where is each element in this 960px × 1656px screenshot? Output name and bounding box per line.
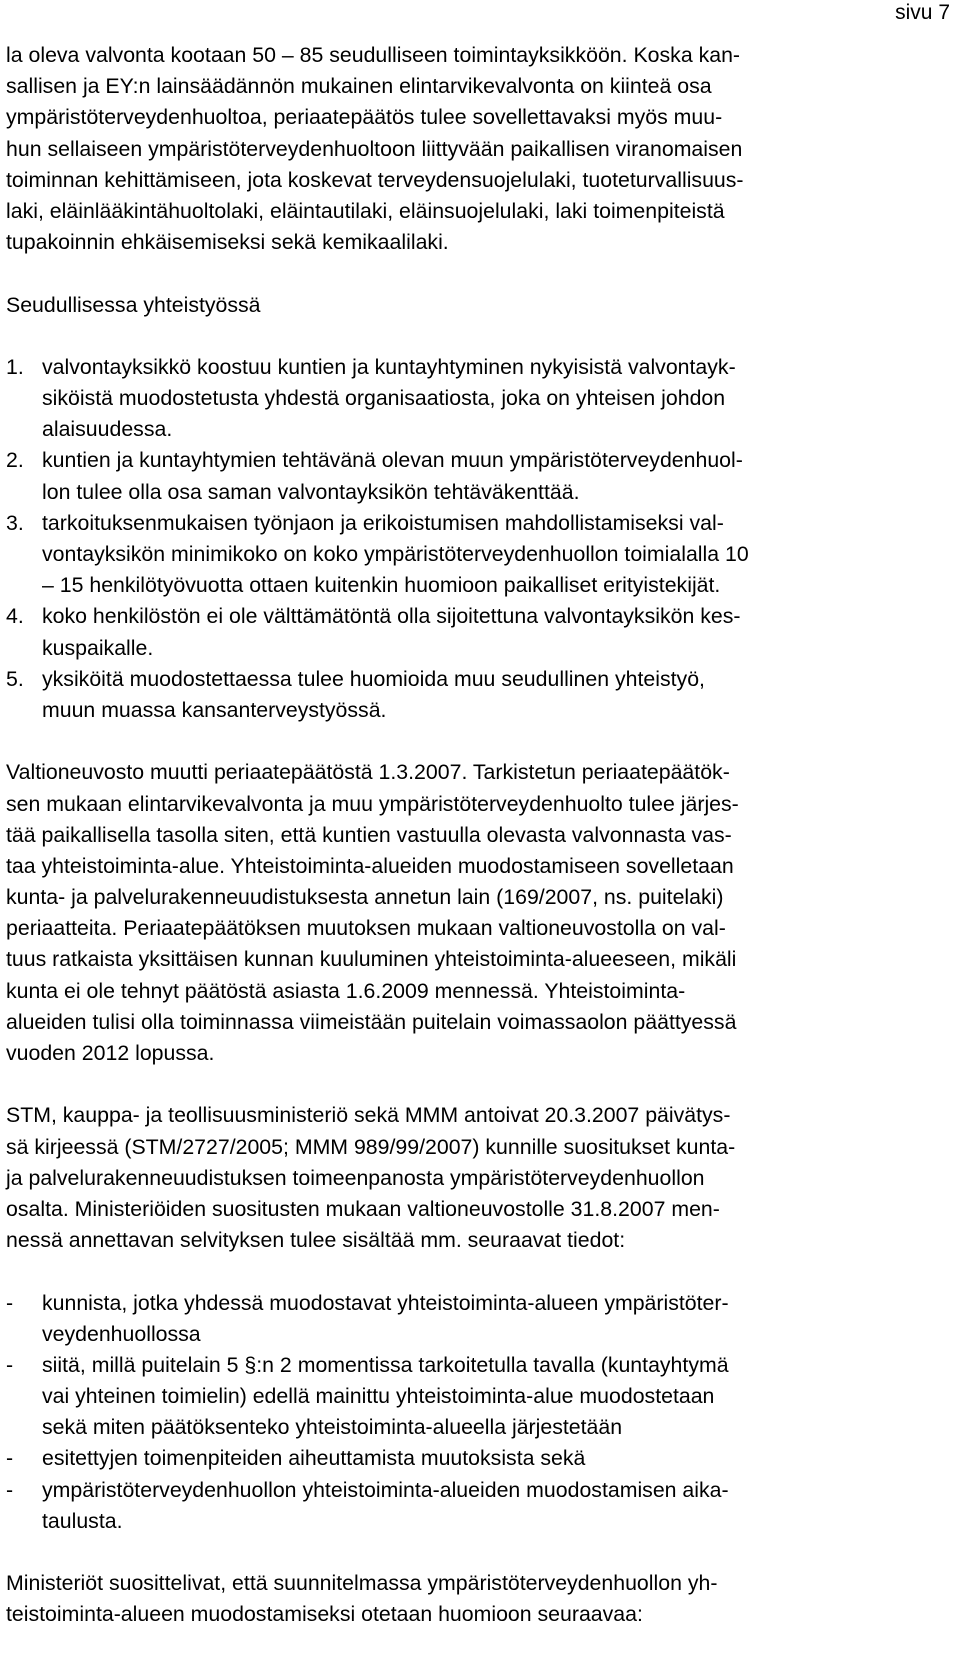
dash-item-text: sekä miten päätöksenteko yhteistoiminta-alueella järjestetään	[42, 1415, 623, 1440]
section-heading: Seudullisessa yhteistyössä	[6, 292, 261, 317]
list-item-text: kuntien ja kuntayhtymien tehtävänä olevan muun ympäristöterveydenhuol-	[42, 448, 743, 473]
dash-list	[6, 1288, 936, 1538]
list-item-number: 2.	[6, 448, 24, 473]
dash-item-text: veydenhuollossa	[42, 1321, 201, 1346]
dash-item-text: vai yhteinen toimielin) edellä mainittu yhteistoiminta-alue muodostetaan	[42, 1384, 715, 1409]
paragraph-line: Valtioneuvosto muutti periaatepäätöstä 1.3.2007. Tarkistetun periaatepäätök-	[6, 760, 730, 785]
list-item	[6, 664, 936, 695]
dash-marker: -	[6, 1290, 14, 1315]
list-item-continuation	[6, 539, 936, 570]
dash-item-text: taulusta.	[42, 1508, 123, 1533]
list-item-text: tarkoituksenmukaisen työnjaon ja erikoistumisen mahdollistamiseksi val-	[42, 510, 724, 535]
paragraph-line: sä kirjeessä (STM/2727/2005; MMM 989/99/2007) kunnille suositukset kunta-	[6, 1134, 736, 1159]
dash-item-text: siitä, millä puitelain 5 §:n 2 momentissa tarkoitetulla tavalla (kuntayhtymä	[42, 1352, 729, 1377]
list-item-text: kuspaikalle.	[42, 635, 154, 660]
spacer	[6, 258, 936, 289]
dash-item	[6, 1443, 936, 1474]
paragraph-line: kunta ei ole tehnyt päätöstä asiasta 1.6.2009 mennessä. Yhteistoiminta-	[6, 978, 686, 1003]
list-item-continuation	[6, 477, 936, 508]
list-item	[6, 445, 936, 476]
dash-item-continuation	[6, 1319, 936, 1350]
dash-item-text: ympäristöterveydenhuollon yhteistoiminta-alueiden muodostamisen aika-	[42, 1477, 729, 1502]
list-item-text: koko henkilöstön ei ole välttämätöntä olla sijoitettuna valvontayksikön kes-	[42, 604, 741, 629]
list-item-text: yksiköitä muodostettaessa tulee huomioida muu seudullinen yhteistyö,	[42, 666, 705, 691]
paragraph-3	[6, 1100, 936, 1256]
paragraph-line: laki, eläinlääkintähuoltolaki, eläintautilaki, eläinsuojelulaki, laki toimenpiteistä	[6, 198, 725, 223]
dash-marker: -	[6, 1352, 14, 1377]
paragraph-line: ja palvelurakenneuudistuksen toimeenpanosta ympäristöterveydenhuollon	[6, 1165, 705, 1190]
numbered-list	[6, 352, 936, 726]
list-item-continuation	[6, 633, 936, 664]
list-item-number: 4.	[6, 604, 24, 629]
list-item-continuation	[6, 695, 936, 726]
list-item-text: valvontayksikkö koostuu kuntien ja kuntayhtyminen nykyisistä valvontayk-	[42, 354, 736, 379]
dash-item	[6, 1288, 936, 1319]
paragraph-line: tuus ratkaista yksittäisen kunnan kuuluminen yhteistoiminta-alueeseen, mikäli	[6, 947, 737, 972]
dash-item-text: esitettyjen toimenpiteiden aiheuttamista muutoksista sekä	[42, 1446, 586, 1471]
spacer	[6, 726, 936, 757]
dash-item	[6, 1350, 936, 1381]
spacer	[6, 1069, 936, 1100]
spacer	[6, 1256, 936, 1287]
dash-item-continuation	[6, 1412, 936, 1443]
list-item	[6, 508, 936, 539]
dash-item-continuation	[6, 1381, 936, 1412]
list-item-text: lon tulee olla osa saman valvontayksikön tehtäväkenttää.	[42, 479, 580, 504]
list-item-text: siköistä muodostetusta yhdestä organisaatiosta, joka on yhteisen johdon	[42, 386, 726, 411]
paragraph-line: teistoiminta-alueen muodostamiseksi otetaan huomioon seuraavaa:	[6, 1602, 643, 1627]
paragraph-line: ympäristöterveydenhuoltoa, periaatepäätös tulee sovellettavaksi myös muu-	[6, 105, 723, 130]
list-item-continuation	[6, 570, 936, 601]
list-item-number: 1.	[6, 354, 24, 379]
paragraph-line: la oleva valvonta kootaan 50 – 85 seudulliseen toimintayksikköön. Koska kan-	[6, 43, 741, 67]
paragraph-line: osalta. Ministeriöiden suositusten mukaan valtioneuvostolle 31.8.2007 men-	[6, 1196, 720, 1221]
paragraph-line: alueiden tulisi olla toiminnassa viimeistään puitelain voimassaolon päättyessä	[6, 1009, 737, 1034]
paragraph-line: Ministeriöt suosittelivat, että suunnitelmassa ympäristöterveydenhuollon yh-	[6, 1571, 718, 1596]
paragraph-line: toiminnan kehittämiseen, jota koskevat terveydensuojelulaki, tuoteturvallisuus-	[6, 167, 744, 192]
list-item-text: – 15 henkilötyövuotta ottaen kuitenkin huomioon paikalliset erityistekijät.	[42, 573, 721, 598]
list-item-text: alaisuudessa.	[42, 417, 173, 442]
list-item-number: 3.	[6, 510, 24, 535]
list-item	[6, 352, 936, 383]
list-item	[6, 601, 936, 632]
spacer	[6, 1537, 936, 1568]
dash-item-text: kunnista, jotka yhdessä muodostavat yhteistoiminta-alueen ympäristöter-	[42, 1290, 729, 1315]
spacer	[6, 321, 936, 352]
page-number: sivu 7	[895, 1, 950, 24]
paragraph-line: sallisen ja EY:n lainsäädännön mukainen elintarvikevalvonta on kiinteä osa	[6, 74, 712, 99]
list-item-continuation	[6, 414, 936, 445]
list-item-text: muun muassa kansanterveystyössä.	[42, 697, 387, 722]
paragraph-line: sen mukaan elintarvikevalvonta ja muu ympäristöterveydenhuolto tulee järjes-	[6, 791, 739, 816]
dash-item-continuation	[6, 1506, 936, 1537]
paragraph-line: tupakoinnin ehkäisemiseksi sekä kemikaalilaki.	[6, 230, 449, 255]
dash-item	[6, 1475, 936, 1506]
dash-marker: -	[6, 1446, 14, 1471]
paragraph-line: taa yhteistoiminta-alue. Yhteistoiminta-alueiden muodostamiseen sovelletaan	[6, 853, 734, 878]
list-item-number: 5.	[6, 666, 24, 691]
list-item-text: vontayksikön minimikoko on koko ympäristöterveydenhuollon toimialalla 10	[42, 542, 749, 566]
dash-marker: -	[6, 1477, 14, 1502]
paragraph-2	[6, 757, 936, 1069]
paragraph-line: vuoden 2012 lopussa.	[6, 1041, 215, 1065]
paragraph-line: hun sellaiseen ympäristöterveydenhuoltoon liittyvään paikallisen viranomaisen	[6, 136, 743, 161]
paragraph-line: kunta- ja palvelurakenneuudistuksesta annetun lain (169/2007, ns. puitelaki)	[6, 885, 724, 910]
document-body	[6, 40, 936, 1631]
paragraph-line: periaatteita. Periaatepäätöksen muutoksen mukaan valtioneuvostolla on val-	[6, 916, 726, 941]
paragraph-line: STM, kauppa- ja teollisuusministeriö sekä MMM antoivat 20.3.2007 päivätys-	[6, 1103, 731, 1128]
paragraph-line: tää paikallisella tasolla siten, että kuntien vastuulla olevasta valvonnasta vas-	[6, 822, 732, 847]
paragraph-4	[6, 1568, 936, 1630]
paragraph-1	[6, 40, 936, 258]
list-item-continuation	[6, 383, 936, 414]
paragraph-line: nessä annettavan selvityksen tulee sisältää mm. seuraavat tiedot:	[6, 1228, 626, 1253]
